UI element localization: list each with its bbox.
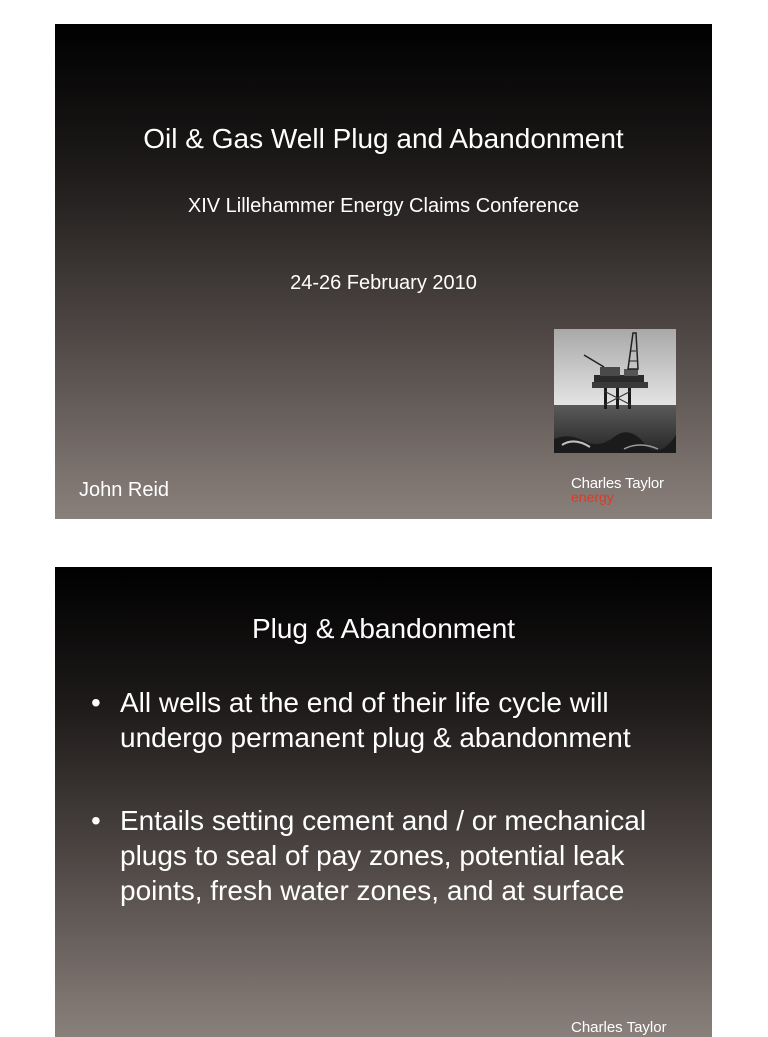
slide-title	[55, 24, 712, 519]
presentation-title: Oil & Gas Well Plug and Abandonment	[143, 123, 624, 154]
charles-taylor-logo	[571, 476, 701, 504]
slide-plug-abandonment	[55, 567, 712, 1037]
list-item	[91, 803, 691, 908]
bullet-list	[91, 685, 691, 956]
bullet-icon: •	[91, 805, 101, 836]
offshore-platform-photo	[554, 329, 676, 453]
bullet-text: Entails setting cement and / or mechanical plugs to seal of pay zones, potential leak points, fresh water zones, and at surface	[120, 805, 647, 906]
bullet-icon: •	[91, 687, 101, 718]
slide-heading: Plug & Abandonment	[251, 613, 516, 644]
bullet-text: All wells at the end of their life cycle will undergo permanent plug & abandonment	[120, 687, 631, 753]
logo-company-name: Charles Taylor	[571, 475, 664, 492]
conference-name: XIV Lillehammer Energy Claims Conference	[187, 195, 580, 217]
conference-date: 24-26 February 2010	[290, 272, 477, 294]
author-name: John Reid	[79, 479, 170, 501]
list-item	[91, 685, 691, 755]
logo-energy-text: energy	[571, 489, 614, 505]
charles-taylor-logo: Charles Taylor	[571, 1019, 667, 1036]
